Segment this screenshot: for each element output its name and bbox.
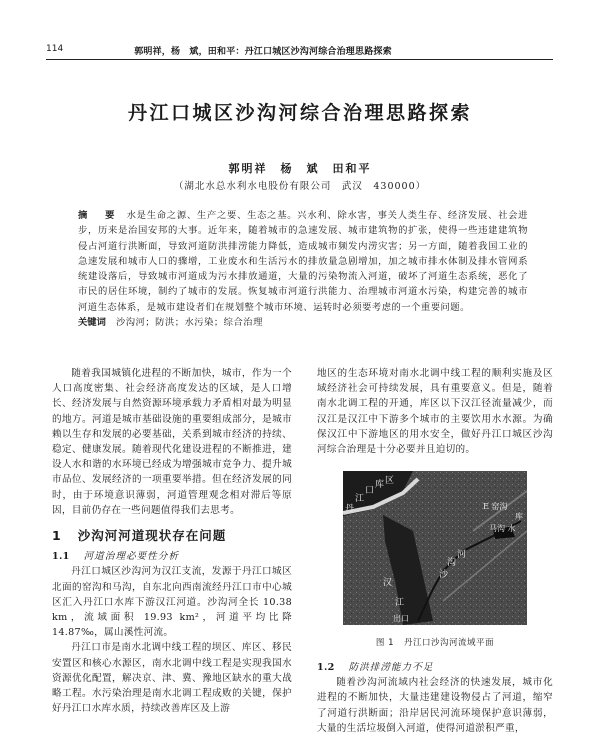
- map-label: 沙: [439, 570, 449, 580]
- abstract-label: 摘 要: [78, 210, 119, 221]
- subsection-number: 1.2: [317, 662, 335, 673]
- section-number: 1: [52, 528, 62, 544]
- figure-number: 图 1: [375, 638, 395, 648]
- abstract-text: 水是生命之源、生产之要、生态之基。兴水利、除水害，事关人类生存、经济发展、社会进步，历来是治国安邦的大事。近年来，随着城市的急速发展、城市建筑物的扩张，使得一些违建建筑物侵占河道行洪断面，导致河道防洪排涝能力降低，造成城市频发内涝灾害；另一方面，随着我国工业的急速发展和城市人口的骤增，工业废水和生活污水的排放量急剧增加，加之城市排水体制及排水管网系统建设落后，导致城市河道成为污水排放通道，大量的污染物流入河道，破坏了河道生态系统，恶化了市民的居住环境，制约了城市的发展。恢复城市河道行洪能力、治理城市河道水污染，构建完善的城市河道生态体系，是城市建设者们在规划整个城市环境、运转时必须要考虑的一个重要问题。: [78, 210, 528, 313]
- map-label: E 窑沟: [483, 502, 508, 511]
- map-label: 丹: [345, 504, 355, 514]
- map-label: 沟: [447, 558, 457, 568]
- keywords-label: 关键词: [78, 317, 106, 329]
- header-rule: [46, 59, 553, 60]
- subsection-title: 河道治理必要性分析: [83, 551, 179, 563]
- section-title: 沙沟河河道现状存在问题: [77, 528, 227, 544]
- right-column: [317, 366, 553, 457]
- map-label: 江: [395, 598, 405, 608]
- intro-paragraph: 随着我国城镇化进程的不断加快，城市，作为一个人口高度密集、社会经济高度发达的区域，是人口增长、经济发展与自然资源环境承载力矛盾相对最为明显的地方。河道是城市基础设施的重要组成部分，是城市赖以生存和发展的必要基础，关系到城市经济的持续、稳定、健康发展。随着现代化建设进程的不断推进，建设人水和谐的水环境已经成为增强城市竞争力、提升城市品位、发展经济的一项重要举措。但在经济发展的同时，由于环境意识薄弱，河道管理观念相对滞后等原因，目前仍存在一些问题值得我们去思考。: [52, 368, 292, 516]
- map-label: 库: [375, 480, 385, 490]
- paragraph-continued: 地区的生态环境对南水北调中线工程的顺利实施及区域经济社会可持续发展，具有重要意义。但是，随着南水北调工程的开通，库区以下汉江径流量减少，而汉江是汉江中下游多个城市的主要饮用水水源。为确保汉江中下游地区的用水安全，做好丹江口城区沙沟河综合治理是十分必要并且迫切的。: [317, 368, 553, 456]
- map-label: 出口: [393, 614, 409, 623]
- figure-caption: [317, 636, 553, 648]
- abstract: [78, 208, 528, 330]
- subsection-heading-1-1: [52, 549, 292, 564]
- watershed-map-image: [343, 471, 527, 625]
- left-column: [52, 366, 292, 716]
- paper-title: 丹江口城区沙沟河综合治理思路探索: [127, 102, 472, 124]
- paragraph: 丹江口市是南水北调中线工程的坝区、库区、移民安置区和核心水源区，南水北调中线工程是实现我国水资源优化配置，解决京、津、冀、豫地区缺水的重大战略工程。水污染治理是南水北调工程成败的关键，保护好丹江口水库水质，持续改善库区及上游: [52, 642, 292, 715]
- map-label: 河: [457, 550, 467, 560]
- authors: 郭明祥 杨 斌 田和平: [228, 162, 372, 175]
- map-label: 库: [515, 512, 523, 521]
- subsection-heading-1-2: [317, 660, 553, 675]
- running-head: [46, 44, 480, 60]
- paragraph: 随着沙沟河流域内社会经济的快速发展，城市化进程的不断加快，大量违建建设物侵占了河道，缩窄了河道行洪断面；沿岸居民河流环境保护意识薄弱，大量的生活垃圾倒入河道，使得河道淤积严重，: [317, 677, 553, 734]
- map-label: 马沟 水: [489, 524, 516, 533]
- figure-caption-text: 丹江口沙沟河流域平面: [404, 638, 495, 648]
- map-label: 口: [365, 486, 375, 496]
- paragraph: 丹江口城区沙沟河为汉江支流，发源于丹江口城区北面的窑沟和马沟，自东北向西南流经丹江口市中心城区汇入丹江口水库下游汉江河道。沙沟河全长 10.38 km，流域面积 19.93 km²，河道平均比降 14.87‰，属山溪性河流。: [52, 566, 292, 639]
- subsection-title: 防洪排涝能力不足: [348, 662, 434, 673]
- map-label: 汉: [383, 578, 393, 588]
- affiliation: （湖北水总水利水电股份有限公司 武汉 430000）: [173, 181, 427, 192]
- running-head-title: 郭明祥，杨 斌，田和平：丹江口城区沙沟河综合治理思路探索: [134, 47, 392, 57]
- page-number: 114: [46, 44, 64, 54]
- map-label: 江: [355, 494, 365, 504]
- subsection-number: 1.1: [52, 551, 70, 563]
- map-label: 区: [385, 476, 395, 486]
- keywords: [78, 315, 528, 330]
- keywords-text: 沙沟河；防洪；水污染；综合治理: [115, 317, 263, 329]
- section-heading: [52, 528, 292, 543]
- right-column-lower: [317, 658, 553, 736]
